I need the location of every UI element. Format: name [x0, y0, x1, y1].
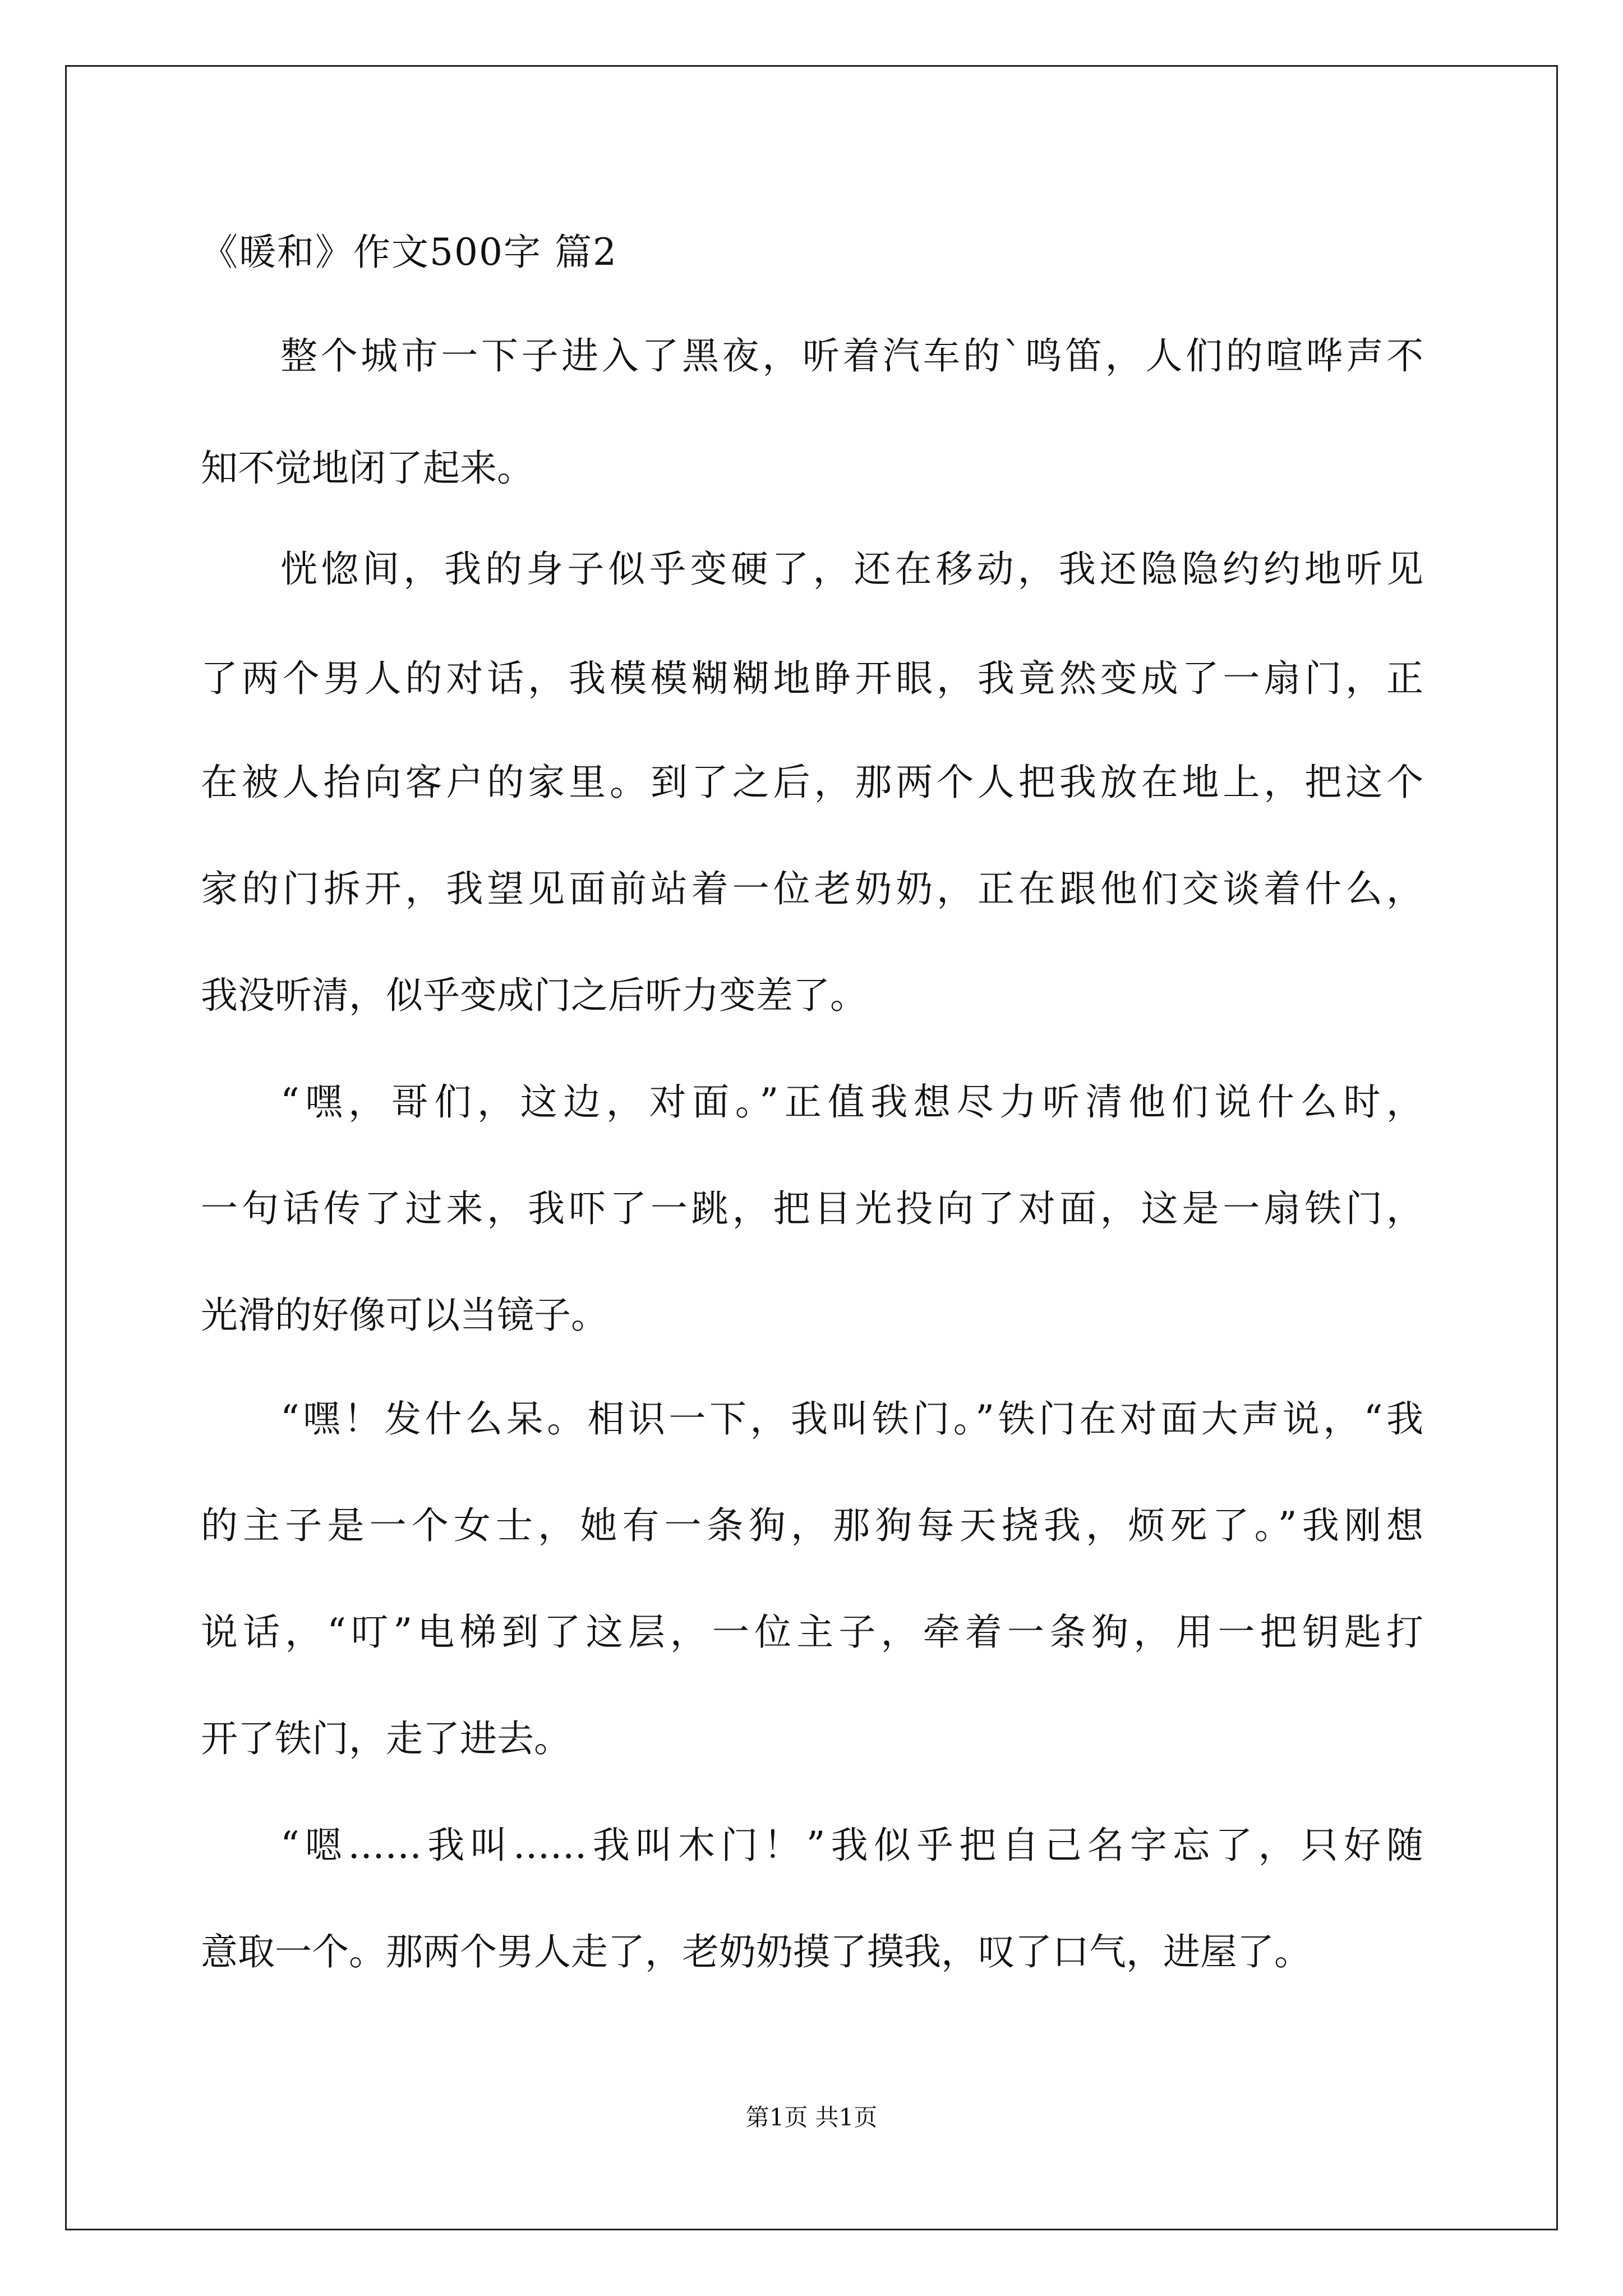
paragraph-3-line-1: “嘿，哥们，这边，对面。”正值我想尽力听清他们说什么时，: [280, 1080, 1423, 1124]
paragraph-2-line-4: 家的门拆开，我望见面前站着一位老奶奶，正在跟他们交谈着什么，: [201, 867, 1423, 910]
paragraph-5-line-1: “嗯……我叫……我叫木门！”我似乎把自己名字忘了，只好随: [280, 1824, 1423, 1867]
paragraph-2-line-2: 了两个男人的对话，我模模糊糊地睁开眼，我竟然变成了一扇门，正: [201, 657, 1423, 700]
paragraph-1-line-1: 整个城市一下子进入了黑夜，听着汽车的`鸣笛，人们的喧哗声不: [280, 334, 1423, 378]
paragraph-3-line-2: 一句话传了过来，我吓了一跳，把目光投向了对面，这是一扇铁门，: [201, 1187, 1423, 1230]
page-footer: 第1页 共1页: [745, 2104, 878, 2131]
document-title: 《暖和》作文500字 篇2: [201, 231, 617, 274]
paragraph-5-line-2: 意取一个。那两个男人走了，老奶奶摸了摸我，叹了口气，进屋了。: [201, 1930, 1311, 1973]
page-border: [65, 65, 1558, 2230]
paragraph-4-line-4: 开了铁门，走了进去。: [201, 1717, 571, 1760]
paragraph-4-line-3: 说话，“叮”电梯到了这层，一位主子，牵着一条狗，用一把钥匙打: [201, 1611, 1423, 1654]
paragraph-2-line-5: 我没听清，似乎变成门之后听力变差了。: [201, 974, 867, 1017]
paragraph-2-line-3: 在被人抬向客户的家里。到了之后，那两个人把我放在地上，把这个: [201, 761, 1423, 804]
paragraph-4-line-1: “嘿！发什么呆。相识一下，我叫铁门。”铁门在对面大声说，“我: [280, 1397, 1423, 1441]
paragraph-1-line-2: 知不觉地闭了起来。: [201, 447, 534, 490]
paragraph-2-line-1: 恍惚间，我的身子似乎变硬了，还在移动，我还隐隐约约地听见: [280, 547, 1423, 591]
paragraph-4-line-2: 的主子是一个女士，她有一条狗，那狗每天挠我，烦死了。”我刚想: [201, 1504, 1423, 1547]
paragraph-3-line-3: 光滑的好像可以当镜子。: [201, 1294, 608, 1337]
